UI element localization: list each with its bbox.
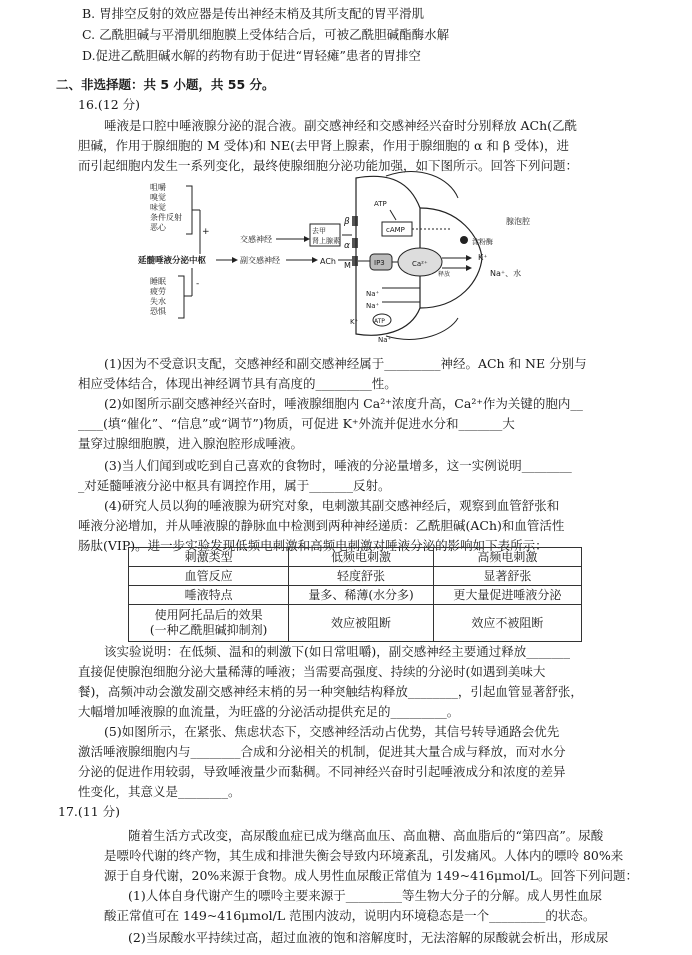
sodium-water-label: Na⁺、水 [490,269,522,278]
calcium-label: Ca²⁺ [412,260,428,268]
ip3-label: IP3 [374,259,385,267]
q17-part1-line: 酸正常值可在 149~416μmol/L 范围内波动，说明内环境稳态是一个_________的状态。 [104,908,596,923]
option-b: B. 胃排空反射的效应器是传出神经末梢及其所支配的胃平滑肌 [82,6,425,21]
table-header-cell: 刺激类型 [129,548,289,567]
table-cell: 唾液特点 [129,586,289,605]
table-row [129,548,582,567]
stimulus-label: 条件反射 [150,213,182,222]
q16-part2-line: ____(填“催化”、“信息”或“调节”)物质，可促进 K⁺外流并促进水分和_______大 [78,416,515,431]
q16-part4-line: 唾液分泌增加，并从唾液腺的静脉血中检测到两种神经递质：乙酰胆碱(ACh)和血管活性 [78,518,565,533]
table-cell: 效应被阻断 [289,605,434,642]
table-cell-line: (一种乙酰胆碱抑制剂) [149,623,268,637]
q16-part4-line: (4)研究人员以狗的唾液腺为研究对象，电刺激其副交感神经后，观察到血管舒张和 [104,498,560,513]
q16-part5-line: 性变化，其意义是________。 [78,784,241,799]
table-cell [129,605,289,642]
table-header-cell: 低频电刺激 [289,548,434,567]
saliva-secretion-diagram [120,168,580,344]
q16-part5-line: 激活唾液腺细胞内与________合成和分泌相关的机制，促进其大量合成与释放，而对水分 [78,744,566,759]
table-row [129,586,582,605]
amylase-label: 淀粉酶 [472,238,493,246]
q16-intro-line: 而引起细胞内发生一系列变化，最终使腺细胞分泌功能加强，如下图所示。回答下列问题： [78,158,579,173]
plus-sign: + [202,227,210,237]
q16-number: 16.(12 分) [78,97,141,112]
inhibitor-label: 疲劳 [150,287,166,296]
q16-part4-conclusion-line: 该实验说明：在低频、温和的刺激下(如日常咀嚼)，副交感神经主要通过释放_______ [104,644,571,659]
q16-part4-conclusion-line: 餐)，高频冲动会激发副交感神经末梢的另一种突触结构释放________，引起血管显著舒张， [78,684,583,699]
stimulus-label: 嗅觉 [150,193,166,202]
q16-part5-line: 分泌的促进作用较弱，导致唾液量少而黏稠。不同神经兴奋时引起唾液成分和浓度的差异 [78,764,566,779]
table-cell: 轻度舒张 [289,567,434,586]
stimulus-label: 味觉 [150,203,166,212]
potassium-label: K⁺ [350,318,359,326]
q17-part2-line: (2)当尿酸水平持续过高，超过血液的饱和溶解度时，无法溶解的尿酸就会析出，形成尿 [128,930,609,945]
option-d: D.促进乙酰胆碱水解的药物有助于促进“胃轻瘫”患者的胃排空 [82,48,421,63]
q16-intro-line: 唾液是口腔中唾液腺分泌的混合液。副交感神经和交感神经兴奋时分别释放 ACh(乙酰 [104,118,577,133]
q16-part1-line: (1)因为不受意识支配，交感神经和副交感神经属于_________神经。ACh 和 NE 分别与 [104,356,587,371]
q16-part2-line: (2)如图所示副交感神经兴奋时，唾液腺细胞内 Ca²⁺浓度升高，Ca²⁺作为关键的胞内__ [104,396,583,411]
minus-sign: - [196,279,200,289]
atp-label: ATP [374,318,385,325]
ne-label: 肾上腺素 [312,237,340,245]
sympathetic-nerve-label: 交感神经 [240,235,272,244]
release-label: 释放 [438,271,451,278]
table-cell: 血管反应 [129,567,289,586]
beta-receptor-label: β [344,217,350,227]
q16-part2-line: 量穿过腺细胞膜，进入腺泡腔形成唾液。 [78,436,304,451]
section-title: 二、非选择题：共 5 小题，共 55 分。 [56,77,275,92]
camp-label: cAMP [386,226,405,234]
sodium-label: Na⁺ [366,290,380,298]
alpha-receptor-label: α [344,241,350,251]
potassium-label: K⁺ [478,253,488,262]
table-cell: 效应不被阻断 [433,605,581,642]
sodium-label: Na⁺ [366,302,380,310]
q17-intro-line: 随着生活方式改变，高尿酸血症已成为继高血压、高血糖、高血脂后的“第四高”。尿酸 [128,828,604,843]
sodium-label: Na⁺ [378,336,392,344]
inhibitor-label: 恐惧 [150,307,166,316]
stimulation-table [128,547,582,642]
atp-label: ATP [374,200,387,208]
q17-intro-line: 源于自身代谢，20%来源于食物。成人男性血尿酸正常值为 149~416μmol/L。回答下列问题： [104,868,638,883]
inhibitor-label: 失水 [150,297,166,306]
inhibitor-label: 睡眠 [150,277,166,286]
table-cell: 更大量促进唾液分泌 [433,586,581,605]
q16-part5-line: (5)如图所示，在紧张、焦虑状态下，交感神经活动占优势，其信号转导通路会优先 [104,724,560,739]
ne-label: 去甲 [312,227,326,235]
q16-part3-line: (3)当人们闻到或吃到自己喜欢的食物时，唾液的分泌量增多，这一实例说明________ [104,458,572,473]
table-row [129,605,582,642]
q17-part1-line: (1)人体自身代谢产生的嘌呤主要来源于_________等生物大分子的分解。成人男性血尿 [128,888,602,903]
stimulus-label: 恶心 [150,223,166,232]
option-c: C. 乙酰胆碱与平滑肌细胞膜上受体结合后，可被乙酰胆碱酯酶水解 [82,27,450,42]
acinus-cavity-label: 腺泡腔 [506,217,530,226]
medulla-center-label: 延髓唾液分泌中枢 [138,256,207,266]
q16-part1-line: 相应受体结合，体现出神经调节具有高度的_________性。 [78,376,397,391]
ach-label: ACh [320,257,336,266]
table-cell-line: 使用阿托品后的效果 [154,608,263,622]
table-cell: 显著舒张 [433,567,581,586]
q16-part4-conclusion-line: 大幅增加唾液腺的血流量，为旺盛的分泌活动提供充足的_________。 [78,704,460,719]
m-receptor-label: M [344,261,351,270]
q16-intro-line: 胆碱，作用于腺细胞的 M 受体)和 NE(去甲肾上腺素，作用于腺细胞的 α 和 β 受体)，进 [78,138,569,153]
table-header-cell: 高频电刺激 [433,548,581,567]
table-row [129,567,582,586]
q17-intro-line: 是嘌呤代谢的终产物，其生成和排泄失衡会导致内环境紊乱，引发痛风。人体内的嘌呤 80%来 [104,848,624,863]
q16-part3-line: _对延髓唾液分泌中枢具有调控作用，属于_______反射。 [78,478,391,493]
q16-part4-line: 肠肽(VIP)。进一步实验发现低频电刺激和高频电刺激对唾液分泌的影响如下表所示： [78,538,548,553]
stimulus-label: 咀嚼 [150,183,166,192]
q16-part4-conclusion-line: 直接促使腺泡细胞分泌大量稀薄的唾液；当需要高强度、持续的分泌时(如遇到美味大 [78,664,546,679]
q17-number: 17.(11 分) [58,804,121,819]
table-cell: 量多、稀薄(水分多) [289,586,434,605]
parasympathetic-nerve-label: 副交感神经 [240,256,280,265]
